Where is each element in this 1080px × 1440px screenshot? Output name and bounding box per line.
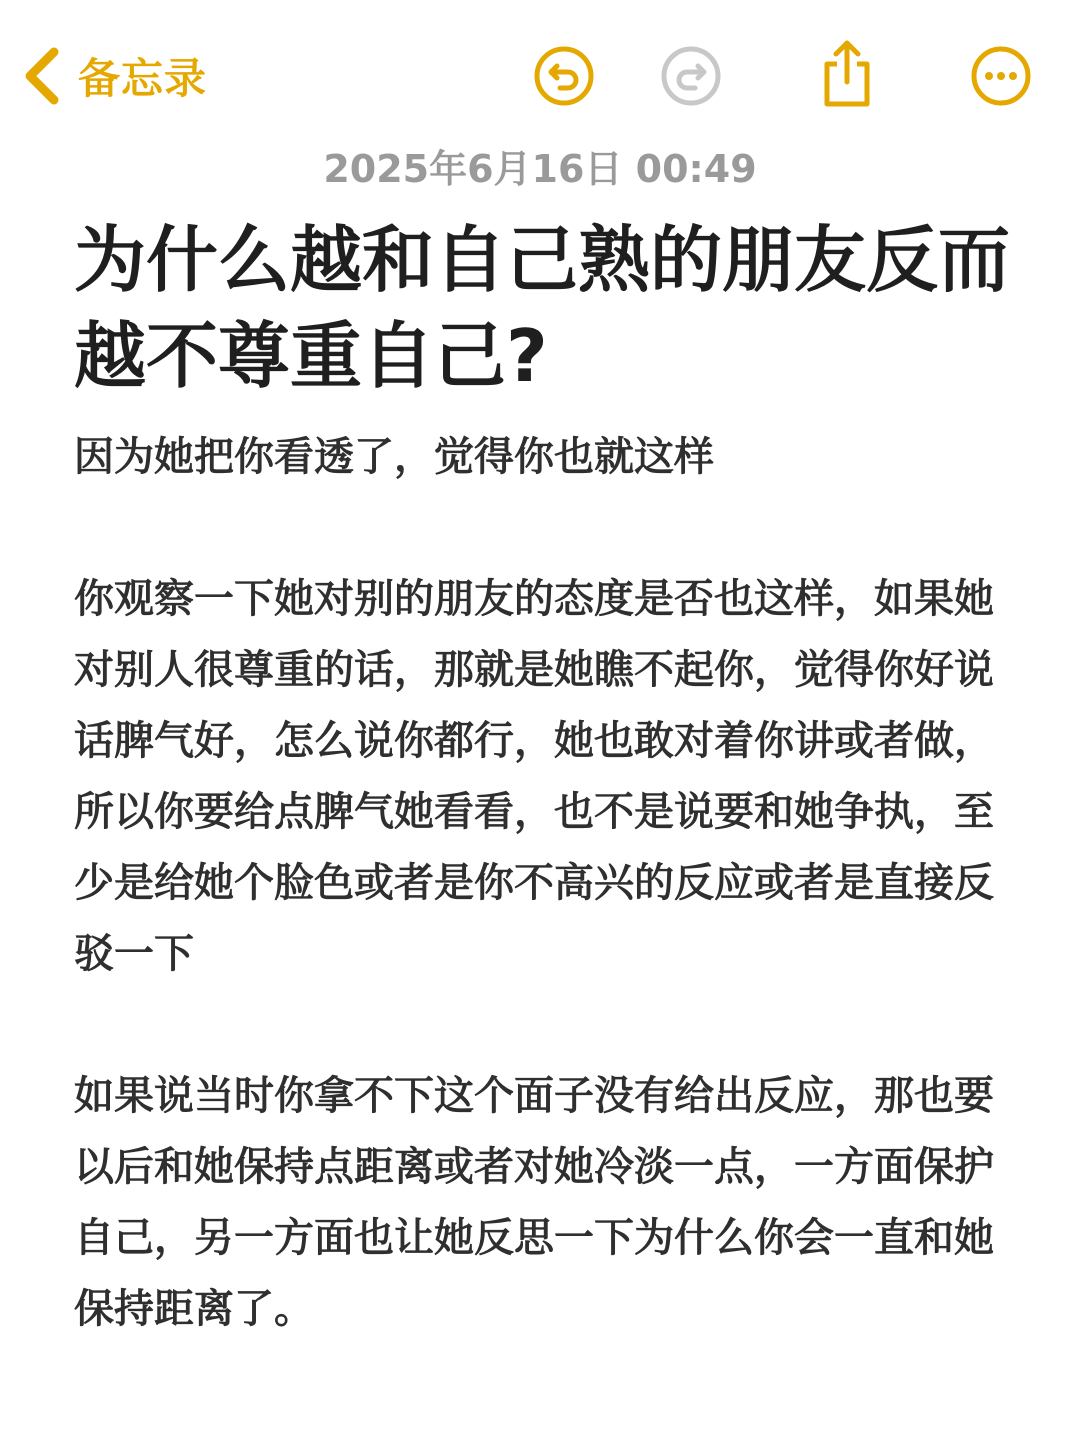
back-button[interactable] [22, 44, 207, 108]
back-label: 备忘录 [78, 54, 208, 103]
paragraph-spacer [74, 990, 994, 1061]
note-title[interactable]: 为什么越和自己熟的朋友反而越不尊重自己? [74, 218, 1011, 398]
note-body[interactable] [74, 422, 994, 1345]
paragraph-spacer [74, 493, 994, 564]
chevron-left-icon [22, 46, 62, 106]
more-button[interactable] [969, 44, 1033, 108]
undo-icon [532, 44, 596, 108]
redo-button[interactable] [659, 44, 723, 108]
redo-icon [659, 44, 723, 108]
note-paragraph: 因为她把你看透了，觉得你也就这样 [74, 434, 714, 480]
share-button[interactable] [815, 38, 879, 110]
note-timestamp: 2025年6月16日 00:49 [323, 147, 757, 191]
top-nav-bar [0, 0, 1080, 150]
note-paragraph: 你观察一下她对别的朋友的态度是否也这样，如果她对别人很尊重的话，那就是她瞧不起你，觉得你好说话脾气好，怎么说你都行，她也敢对着你讲或者做，所以你要给点脾气她看看，也不是说要和她争执，至少是给她个脸色或者是你不高兴的反应或者是直接反驳一下 [74, 576, 994, 977]
undo-button[interactable] [532, 44, 596, 108]
share-icon [815, 38, 879, 110]
note-paragraph: 如果说当时你拿不下这个面子没有给出反应，那也要以后和她保持点距离或者对她冷淡一点，一方面保护自己，另一方面也让她反思一下为什么你会一直和她保持距离了。 [74, 1073, 994, 1332]
more-icon [969, 44, 1033, 108]
